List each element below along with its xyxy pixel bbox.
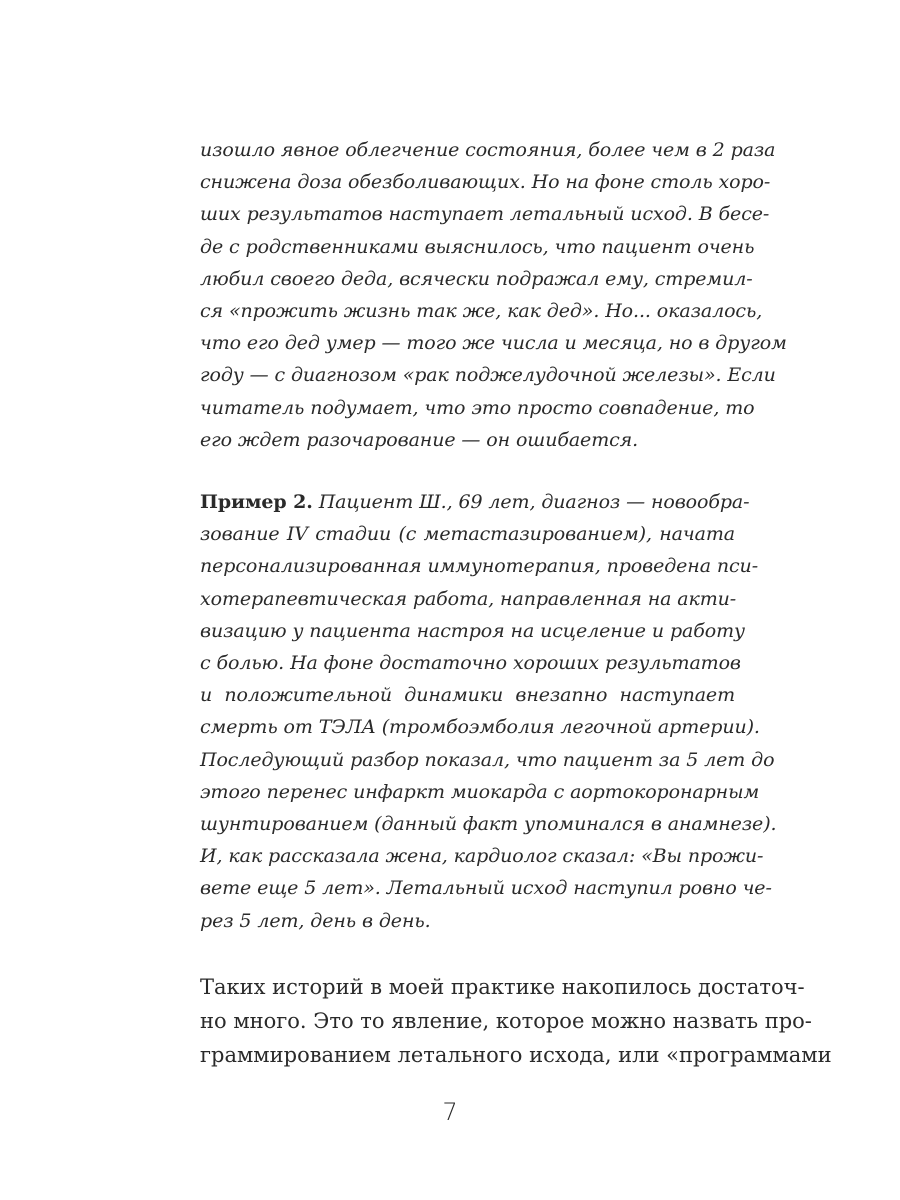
case-paragraph-continuation: [200, 134, 787, 456]
example-first-line: Пациент Ш., 69 лет, диагноз — новообра-: [312, 491, 750, 513]
text-line: ших результатов наступает летальный исход. В бесе-: [200, 203, 770, 226]
page-number: 7: [442, 1098, 458, 1126]
text-line: И, как рассказала жена, кардиолог сказал: «Вы прожи-: [200, 845, 764, 868]
text-line: и положительной динамики внезапно наступает: [200, 684, 735, 707]
example-label: Пример 2.: [200, 491, 313, 513]
text-line: хотерапевтическая работа, направленная на акти-: [200, 587, 737, 610]
example-2-paragraph: [200, 486, 777, 937]
text-line: [200, 486, 750, 518]
text-line: Последующий разбор показал, что пациент за 5 лет до: [200, 748, 775, 771]
text-line: что его дед умер — того же числа и месяца, но в другом: [200, 332, 787, 355]
text-line: снижена доза обезболивающих. Но на фоне столь хоро-: [200, 171, 771, 194]
text-line: персонализированная иммунотерапия, проведена пси-: [200, 555, 759, 578]
text-line: шунтированием (данный факт упоминался в анамнезе).: [200, 813, 777, 836]
text-line: изошло явное облегчение состояния, более чем в 2 раза: [200, 139, 776, 161]
text-line: смерть от ТЭЛА (тромбоэмболия легочной артерии).: [200, 716, 760, 739]
text-line: де с родственниками выяснилось, что пациент очень: [200, 235, 755, 258]
text-line: Таких историй в моей практике накопилось достаточ-: [200, 975, 805, 999]
text-line: зование IV стадии (с метастазированием), начата: [200, 523, 735, 546]
text-line: вете еще 5 лет». Летальный исход наступил ровно че-: [200, 877, 772, 900]
text-line: его ждет разочарование — он ошибается.: [200, 428, 639, 451]
text-line: граммированием летального исхода, или «программами: [200, 1043, 832, 1067]
text-line: любил своего деда, всячески подражал ему, стремил-: [200, 267, 753, 290]
text-line: этого перенес инфаркт миокарда с аортокоронарным: [200, 780, 760, 803]
text-line: читатель подумает, что это просто совпадение, то: [200, 396, 755, 419]
text-line: рез 5 лет, день в день.: [200, 909, 431, 932]
text-line: но много. Это то явление, которое можно назвать про-: [200, 1009, 812, 1033]
text-line: визацию у пациента настроя на исцеление и работу: [200, 619, 745, 642]
text-line: ся «прожить жизнь так же, как дед». Но... оказалось,: [200, 300, 763, 323]
main-text-paragraph: [200, 970, 832, 1072]
text-line: с болью. На фоне достаточно хороших результатов: [200, 652, 741, 675]
text-line: году — с диагнозом «рак поджелудочной железы». Если: [200, 364, 776, 387]
